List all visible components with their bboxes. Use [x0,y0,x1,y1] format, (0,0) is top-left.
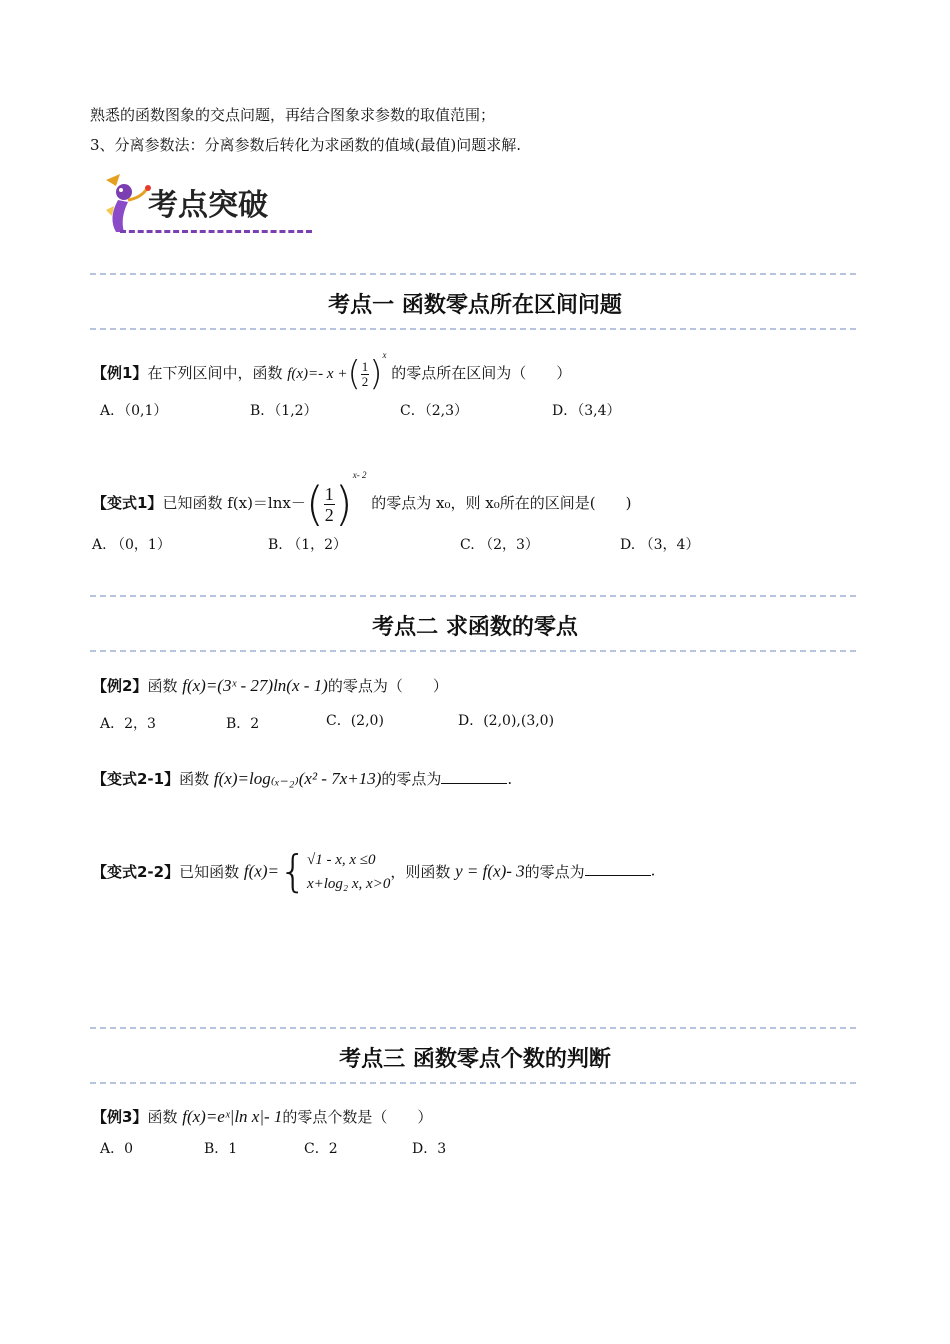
option-a[interactable]: A. （0，1） [92,537,171,553]
option-c[interactable]: C. （2，3） [460,537,539,553]
question-text: 在下列区间中，函数 [147,364,283,382]
formula: f(x)=eˣ|ln x|- 1 [182,1107,283,1126]
example-1: 【例1】在下列区间中，函数 f(x)=- x +( $\frac{1}{2}$ )$^x$ 的零点所在区间为（ ） [92,350,572,394]
example-3 [92,1106,432,1127]
option-d[interactable]: D．（3,4） [552,403,621,419]
example-label: 【变式2-2】 [92,863,180,881]
example-label: 【例3】 [92,1108,148,1126]
option-b[interactable]: B. （1，2） [268,537,348,553]
question-text: 函数 [179,770,210,788]
section-title-2: 考点二 求函数的零点 [372,615,578,640]
question-text: 的零点所在区间为（ ） [391,364,572,382]
variant-1: 【变式1】已知函数 f(x)＝lnx－( $\frac{1}{2}$ )$^{x- 2}$ 的零点为 x₀，则 x₀所在的区间是( ) [92,470,632,531]
intro-line-1: 熟悉的函数图象的交点问题，再结合图象求参数的取值范围； [90,106,496,124]
fraction: $\frac{1}{2}$ [324,483,334,525]
section-title-1: 考点一 函数零点所在区间问题 [328,293,622,318]
option-b[interactable]: B．2 [226,716,260,732]
option-b[interactable]: B．（1,2） [250,403,318,419]
question-text: 的零点为 x₀，则 x₀所在的区间是( ) [371,494,632,512]
question-text: 已知函数 [179,863,240,881]
section-divider [90,1027,856,1029]
variant-2-1: 【变式2-1】函数 f(x)=log₍ₓ₋₂₎(x² - 7x+13)的零点为 . [92,769,513,788]
option-b[interactable]: B．1 [204,1141,238,1157]
option-c[interactable]: C．（2,3） [400,403,468,419]
question-text: 函数 [147,1108,178,1126]
banner-title: 考点突破 [148,188,268,223]
formula: y = f(x)- 3 [455,861,525,881]
answer-blank[interactable] [585,861,651,876]
example-label: 【例1】 [92,364,148,382]
section-divider [90,328,856,330]
question-text: 函数 [147,677,178,695]
question-text: 的零点为 [381,770,442,788]
question-text: 的零点为（ ） [327,677,448,695]
section-title-3: 考点三 函数零点个数的判断 [339,1047,611,1072]
example-label: 【变式2-1】 [92,770,180,788]
example-2 [92,675,448,696]
option-d[interactable]: D．3 [412,1141,447,1157]
option-a[interactable]: A．2，3 [100,716,156,732]
option-c[interactable]: C．(2,0) [326,713,384,729]
option-d[interactable]: D．(2,0),(3,0) [458,713,555,729]
option-c[interactable]: C．2 [304,1141,338,1157]
option-d[interactable]: D. （3，4） [620,537,700,553]
intro-line-2: 3、分离参数法：分离参数后转化为求函数的值域(最值)问题求解. [90,136,522,154]
banner-underline [120,230,312,233]
question-text: 的零点为 [524,863,585,881]
section-divider [90,650,856,652]
question-text: ，则函数 [390,863,451,881]
example-label: 【变式1】 [92,494,163,512]
formula: f(x)=log₍ₓ₋₂₎(x² - 7x+13) [213,769,382,788]
section-banner [98,170,314,242]
example-label: 【例2】 [92,677,148,695]
formula: f(x)=(3ˣ - 27)ln(x - 1) [182,676,328,695]
section-divider [90,1082,856,1084]
question-text: 已知函数 f(x)＝lnx－ [162,494,306,512]
piecewise-cases: √1 - x, x ≤0 x+log₂ x, x>0 [306,851,391,892]
option-a[interactable]: A．（0,1） [100,403,168,419]
fraction: $\frac{1}{2}$ [361,358,369,389]
section-divider [90,595,856,597]
section-divider [90,273,856,275]
option-a[interactable]: A．0 [100,1141,134,1157]
formula: f(x)=- x + [287,366,348,382]
answer-blank[interactable] [441,769,507,784]
formula: f(x)= [243,861,279,881]
variant-2-2: 【变式2-2】已知函数 f(x)={ √1 - x, x ≤0 x+log₂ x, x>0 ，则函数 y = f(x)- 3的零点为 . [92,846,656,897]
question-text: 的零点个数是（ ） [282,1108,433,1126]
